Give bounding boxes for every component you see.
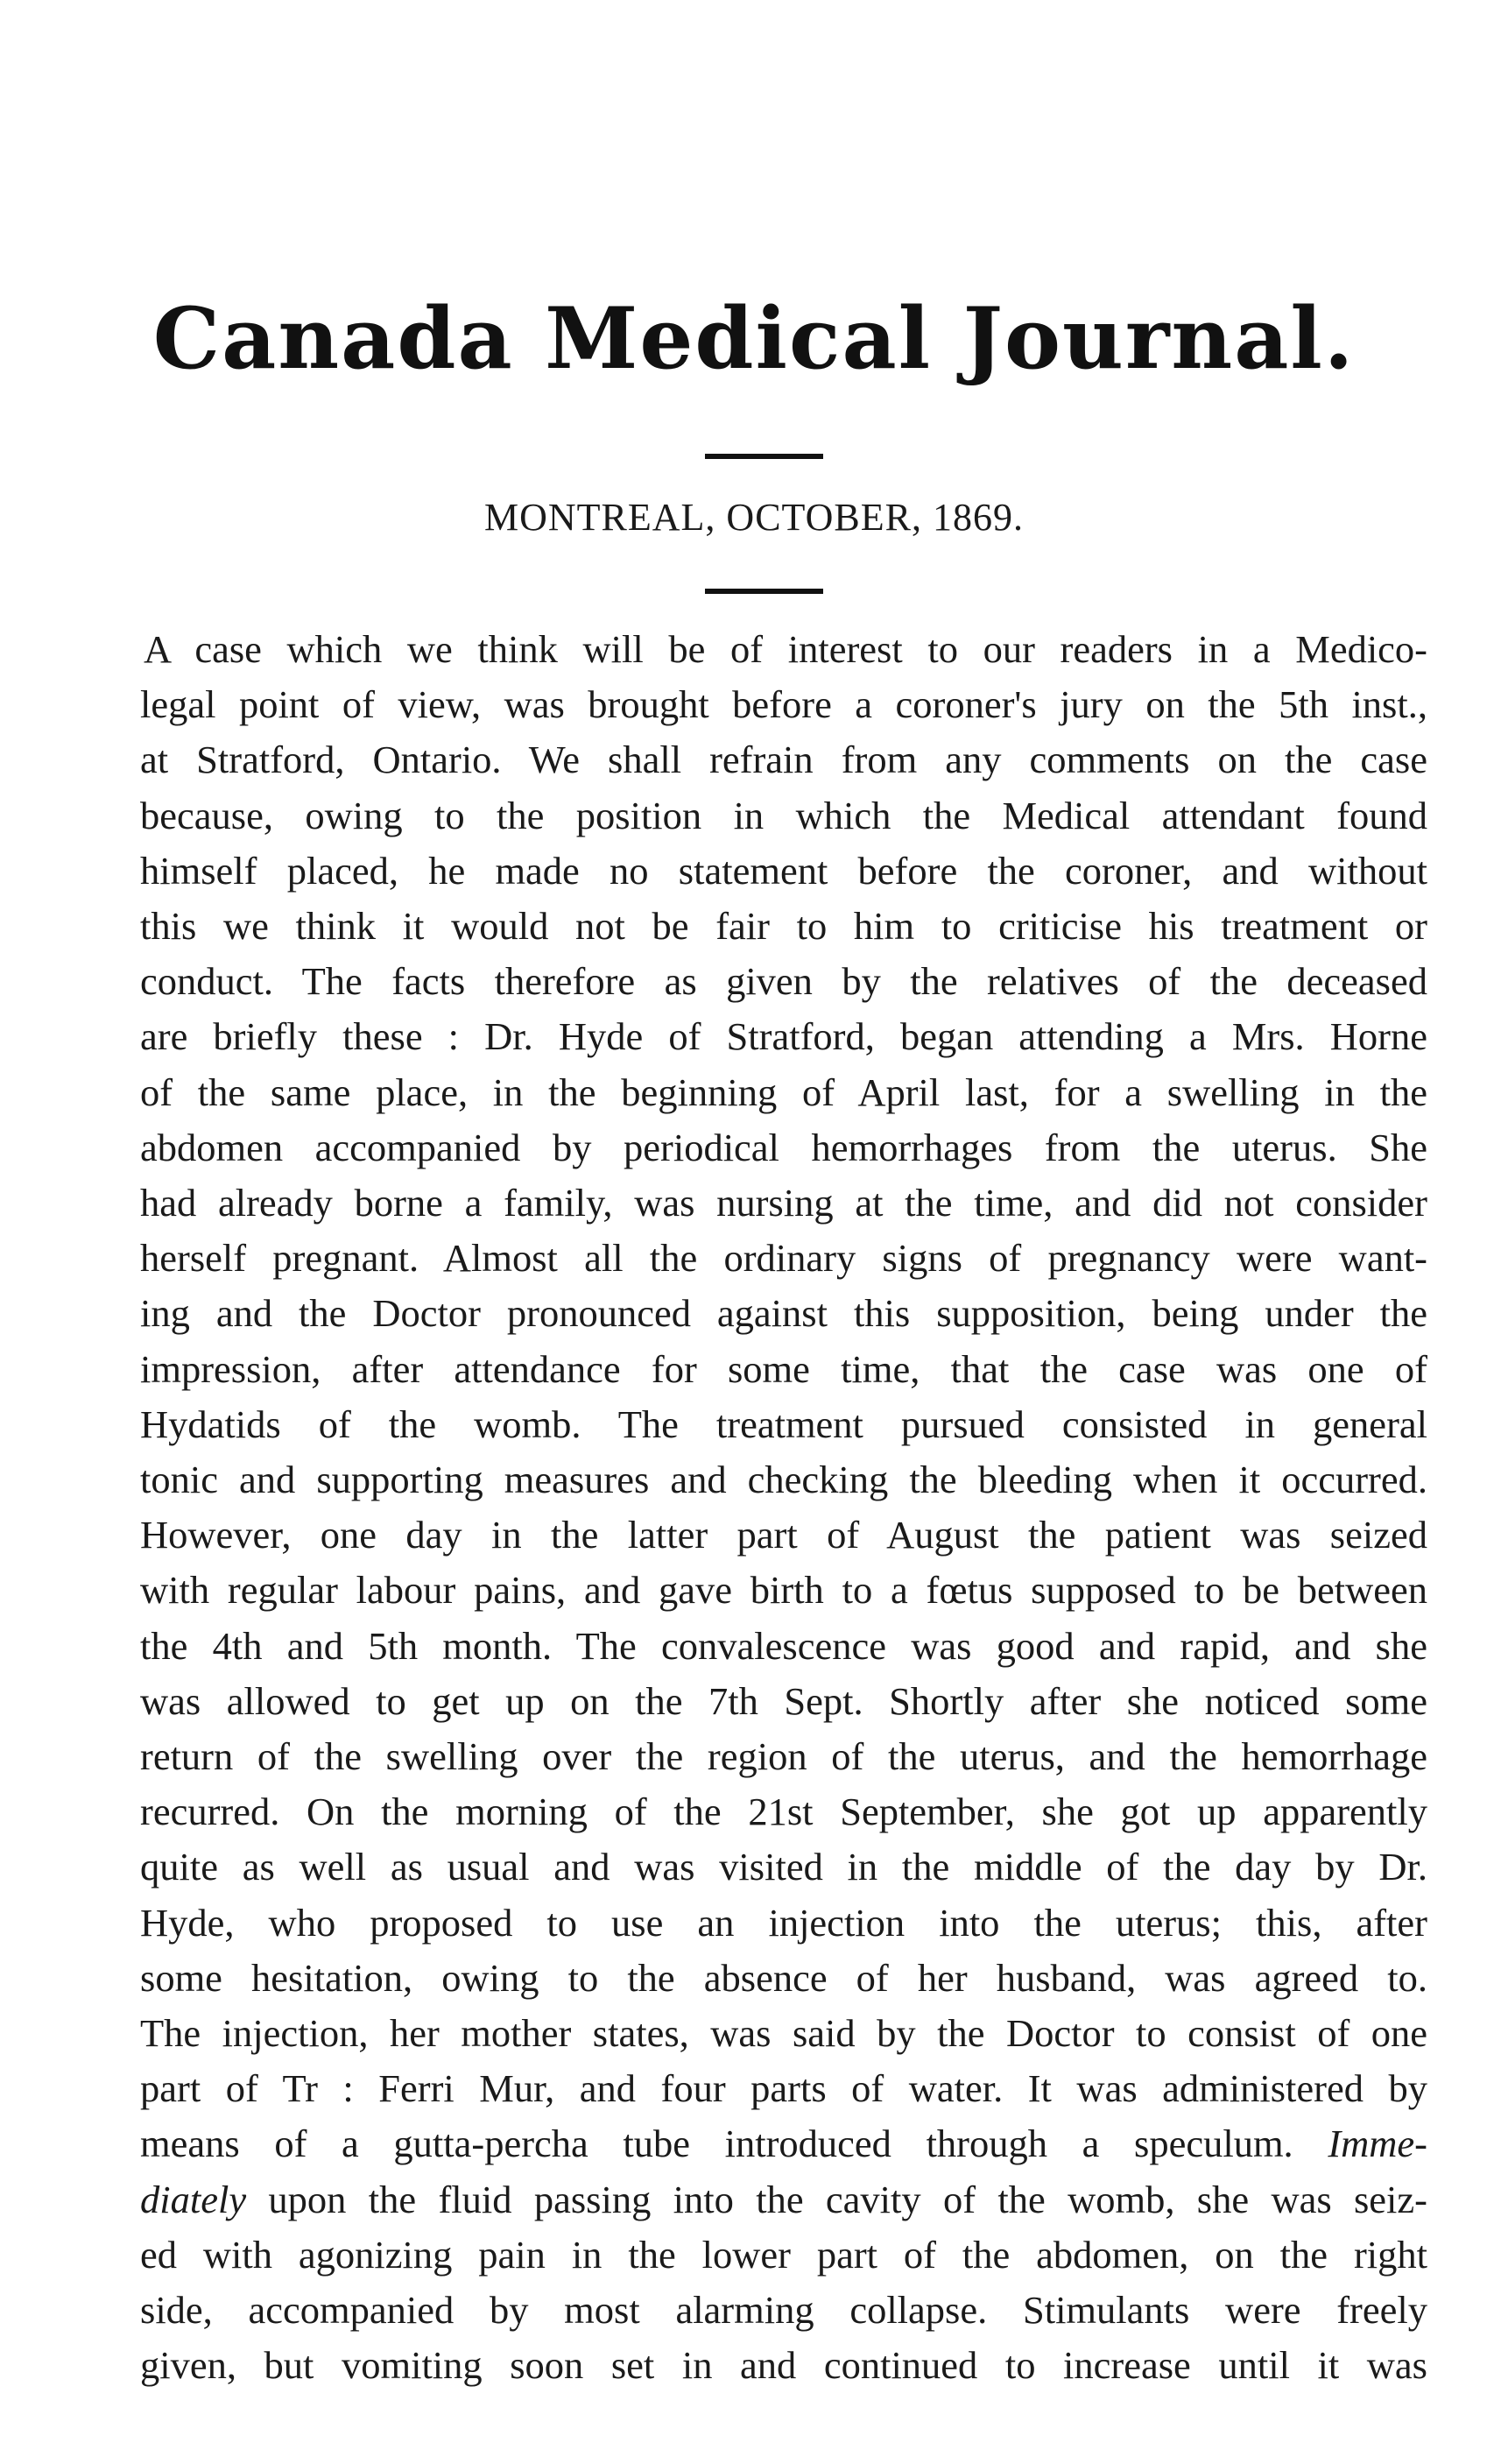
article-line: tonic and supporting measures and checking the bleeding when it occurred. <box>140 1458 1427 1502</box>
italic-word-start: Imme- <box>1328 2122 1427 2166</box>
article-line: The injection, her mother states, was said by the Doctor to consist of one <box>140 2011 1427 2056</box>
dateline: MONTREAL, OCTOBER, 1869. <box>484 496 1024 539</box>
article-line: abdomen accompanied by periodical hemorrhages from the uterus. She <box>140 1125 1427 1169</box>
masthead-title: Canada Medical Journal. <box>152 289 1356 388</box>
article-line: legal point of view, was brought before a coroner's jury on the 5th inst., <box>140 682 1427 727</box>
article-line-with-italic <box>140 2172 1427 2227</box>
italic-word-end: diately <box>140 2177 247 2221</box>
article-line: However, one day in the latter part of August the patient was seized <box>140 1513 1427 1557</box>
article-line: given, but vomiting soon set in and continued to increase until it was <box>140 2343 1427 2388</box>
article-line: ing and the Doctor pronounced against this supposition, being under the <box>140 1291 1427 1336</box>
article-line: A case which we think will be of interest to our readers in a Medico- <box>144 627 1427 671</box>
article-line: because, owing to the position in which the Medical attendant found <box>140 793 1427 837</box>
article-line: are briefly these : Dr. Hyde of Stratford, began attending a Mrs. Horne <box>140 1014 1427 1059</box>
article-line: was allowed to get up on the 7th Sept. Shortly after she noticed some <box>140 1678 1427 1723</box>
article-line: quite as well as usual and was visited in the middle of the day by Dr. <box>140 1845 1427 1889</box>
article-line: part of Tr : Ferri Mur, and four parts of water. It was administered by <box>140 2066 1427 2111</box>
article-line: return of the swelling over the region of the uterus, and the hemorrhage <box>140 1734 1427 1779</box>
article-line: ed with agonizing pain in the lower part of the abdomen, on the right <box>140 2232 1427 2277</box>
article-line: herself pregnant. Almost all the ordinary signs of pregnancy were want- <box>140 1236 1427 1281</box>
article-line: recurred. On the morning of the 21st September, she got up apparently <box>140 1790 1427 1834</box>
article-line: the 4th and 5th month. The convalescence was good and rapid, and she <box>140 1623 1427 1668</box>
article-line: himself placed, he made no statement before the coroner, and without <box>140 848 1427 893</box>
article-line: Hydatids of the womb. The treatment pursued consisted in general <box>140 1401 1427 1446</box>
article-body <box>140 622 1427 2394</box>
article-line: conduct. The facts therefore as given by the relatives of the deceased <box>140 959 1427 1004</box>
article-line: side, accompanied by most alarming collapse. Stimulants were freely <box>140 2288 1427 2333</box>
article-line-text: upon the fluid passing into the cavity of the womb, she was seiz- <box>246 2177 1427 2221</box>
article-line: some hesitation, owing to the absence of her husband, was agreed to. <box>140 1955 1427 2000</box>
article-line: had already borne a family, was nursing at the time, and did not consider <box>140 1181 1427 1225</box>
article-line-with-italic <box>140 2116 1427 2171</box>
article-line: impression, after attendance for some time, that the case was one of <box>140 1346 1427 1391</box>
rule-below-dateline <box>705 589 823 594</box>
rule-above-dateline <box>705 454 823 459</box>
article-line: with regular labour pains, and gave birth to a fœtus supposed to be between <box>140 1568 1427 1613</box>
article-line: of the same place, in the beginning of April last, for a swelling in the <box>140 1070 1427 1114</box>
article-line: this we think it would not be fair to him to criticise his treatment or <box>140 904 1427 949</box>
article-line-text: means of a gutta-percha tube introduced through a speculum. <box>140 2122 1293 2166</box>
article-line: at Stratford, Ontario. We shall refrain from any comments on the case <box>140 738 1427 782</box>
article-line: Hyde, who proposed to use an injection into the uterus; this, after <box>140 1900 1427 1945</box>
